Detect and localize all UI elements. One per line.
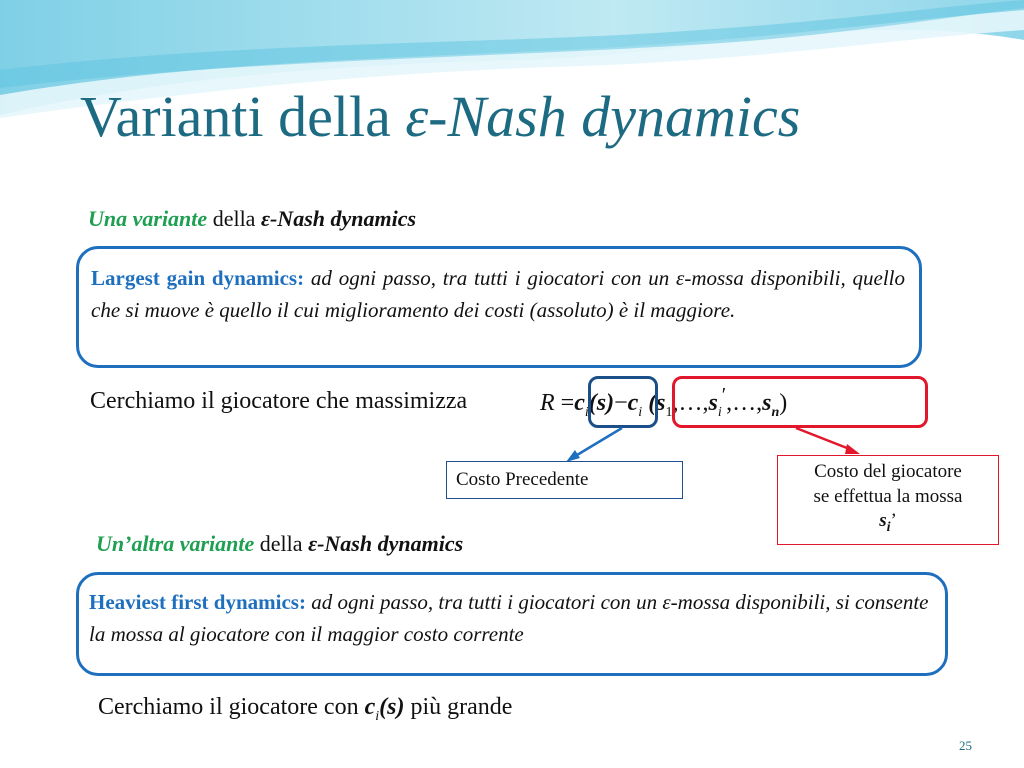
new-cost-note-line2: se effettua la mossa <box>813 485 963 507</box>
largest-gain-label: Largest gain dynamics: <box>91 266 305 290</box>
title-italic: ε-Nash dynamics <box>405 84 801 149</box>
formula-s-paren: (s) <box>588 390 615 416</box>
formula-one: 1 <box>665 404 673 420</box>
red-arrow-head <box>845 444 860 454</box>
section2-heading-green: Un’altra variante <box>96 531 255 556</box>
formula-dots1: ,…, <box>672 390 709 416</box>
section1-heading-plain: della <box>207 206 261 231</box>
new-cost-note-prime: ’ <box>890 510 897 532</box>
new-cost-note-s: s <box>879 510 887 532</box>
formula-s-prime-index: i <box>717 404 722 420</box>
new-cost-note-line3 <box>784 509 992 537</box>
heaviest-first-box <box>76 572 948 676</box>
formula-c-index: i <box>584 404 589 420</box>
section1-heading-green: Una variante <box>88 206 208 231</box>
section2-heading <box>96 531 463 557</box>
new-cost-note <box>777 455 999 545</box>
formula-dots2: ,…, <box>726 390 763 416</box>
section2-c: c <box>364 694 376 720</box>
section2-c-index: i <box>375 708 380 724</box>
heaviest-first-text: ad ogni passo, tra tutti i giocatori con un ε-mossa disponibili, si consente la mossa al giocatore con il maggior costo corrente <box>89 590 929 646</box>
page-number: 25 <box>959 738 972 753</box>
new-cost-note-i: i <box>886 520 891 536</box>
formula-R: R <box>540 390 555 416</box>
red-arrow-line <box>796 428 852 450</box>
section1-sentence: Cerchiamo il giocatore che massimizza <box>90 388 468 414</box>
formula-close: ) <box>779 390 788 416</box>
section2-s-paren: (s) <box>379 694 405 720</box>
formula-c2-index: i <box>638 404 643 420</box>
section2-sentence <box>98 694 512 725</box>
formula-n: n <box>771 404 780 420</box>
section2-heading-plain: della <box>254 531 309 556</box>
formula-minus: − <box>614 390 628 416</box>
title-plain: Varianti della <box>80 84 406 149</box>
heaviest-first-paragraph <box>89 587 935 650</box>
formula-prime: ′ <box>721 384 727 406</box>
section2-heading-bold: ε-Nash dynamics <box>308 531 464 556</box>
formula-s-n: s <box>762 390 772 416</box>
section1-heading-bold: ε-Nash dynamics <box>260 206 417 231</box>
section2-sentence-start: Cerchiamo il giocatore con <box>98 694 359 720</box>
formula-eq: = <box>560 390 575 416</box>
formula-c: c <box>574 390 585 416</box>
heaviest-first-label: Heaviest first dynamics: <box>89 590 306 614</box>
formula-c2: c <box>627 390 639 416</box>
formula-args-open: (s <box>648 390 666 416</box>
largest-gain-text: ad ogni passo, tra tutti i giocatori con un ε-mossa disponibili, quello che si muove è quello il cui miglioramento dei costi (assoluto) è il maggiore. <box>91 266 906 322</box>
formula-s-prime: s <box>708 390 718 416</box>
previous-cost-note: Costo Precedente <box>446 461 683 499</box>
section2-sentence-end: più grande <box>410 694 513 720</box>
blue-arrow-line <box>572 428 622 458</box>
new-cost-note-line1: Costo del giocatore <box>814 461 962 482</box>
